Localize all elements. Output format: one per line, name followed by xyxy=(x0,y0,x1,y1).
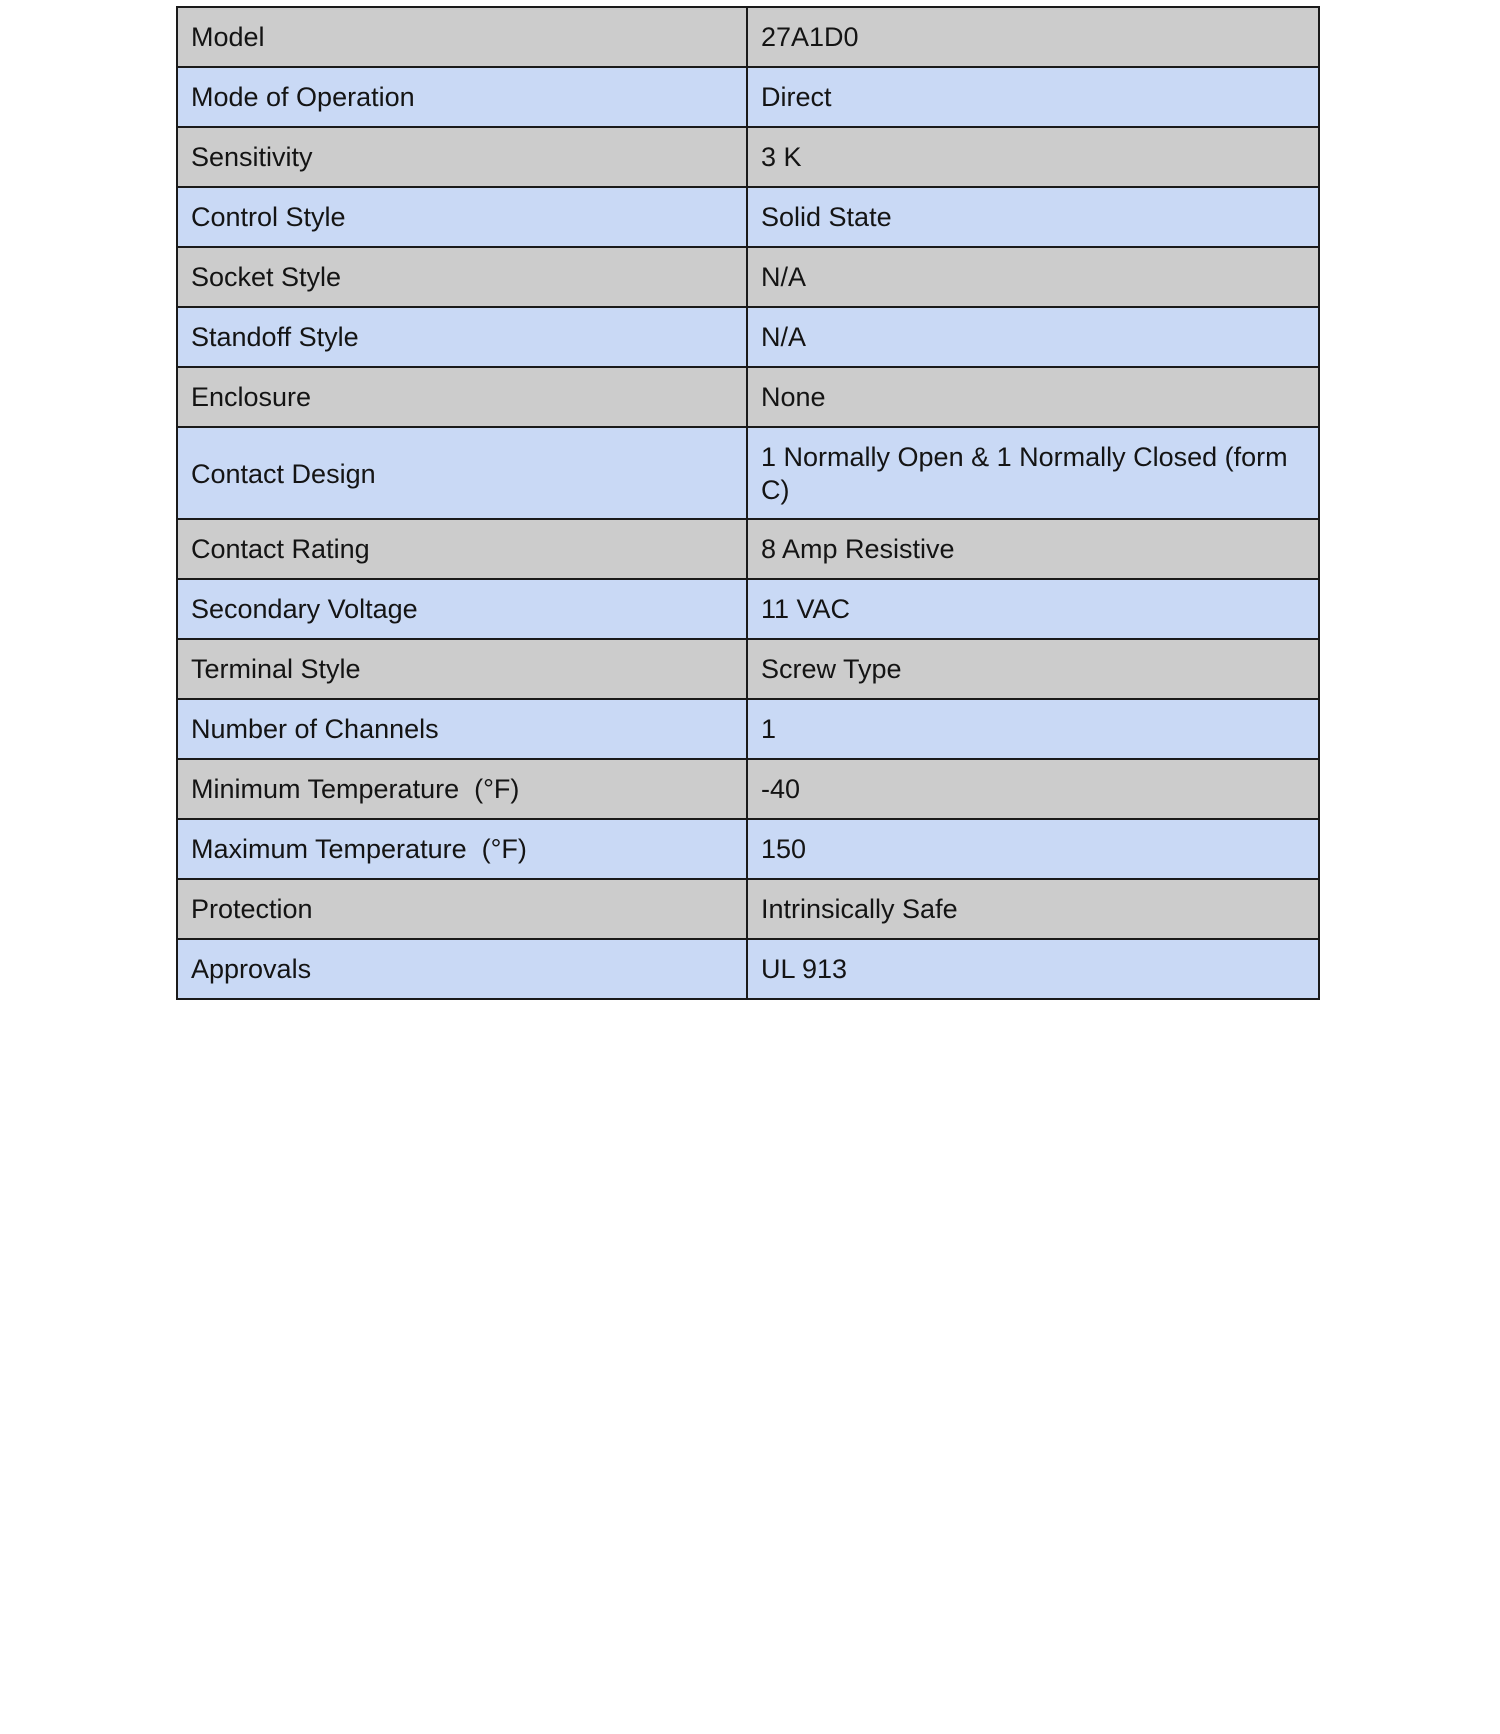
table-row xyxy=(177,187,1319,247)
spec-value: 150 xyxy=(747,819,1319,879)
table-row xyxy=(177,519,1319,579)
table-row xyxy=(177,367,1319,427)
spec-label: Model xyxy=(177,7,747,67)
spec-value: -40 xyxy=(747,759,1319,819)
spec-value: Solid State xyxy=(747,187,1319,247)
spec-value: 1 xyxy=(747,699,1319,759)
spec-label: Control Style xyxy=(177,187,747,247)
spec-label: Terminal Style xyxy=(177,639,747,699)
spec-table-body xyxy=(177,7,1319,999)
spec-label: Secondary Voltage xyxy=(177,579,747,639)
spec-label: Maximum Temperature (°F) xyxy=(177,819,747,879)
spec-value: 27A1D0 xyxy=(747,7,1319,67)
table-row xyxy=(177,7,1319,67)
spec-value: N/A xyxy=(747,307,1319,367)
spec-table xyxy=(176,6,1320,1000)
spec-value: Intrinsically Safe xyxy=(747,879,1319,939)
spec-value: Direct xyxy=(747,67,1319,127)
spec-value: UL 913 xyxy=(747,939,1319,999)
table-row xyxy=(177,879,1319,939)
spec-label: Minimum Temperature (°F) xyxy=(177,759,747,819)
spec-value: Screw Type xyxy=(747,639,1319,699)
spec-label: Contact Design xyxy=(177,427,747,519)
spec-value: 11 VAC xyxy=(747,579,1319,639)
spec-label: Protection xyxy=(177,879,747,939)
table-row xyxy=(177,127,1319,187)
table-row xyxy=(177,639,1319,699)
spec-value: None xyxy=(747,367,1319,427)
table-row xyxy=(177,307,1319,367)
spec-label: Number of Channels xyxy=(177,699,747,759)
spec-label: Socket Style xyxy=(177,247,747,307)
spec-label: Contact Rating xyxy=(177,519,747,579)
spec-value: 3 K xyxy=(747,127,1319,187)
table-row xyxy=(177,427,1319,519)
table-row xyxy=(177,699,1319,759)
spec-value: N/A xyxy=(747,247,1319,307)
table-row xyxy=(177,759,1319,819)
spec-label: Sensitivity xyxy=(177,127,747,187)
spec-label: Approvals xyxy=(177,939,747,999)
spec-value: 8 Amp Resistive xyxy=(747,519,1319,579)
spec-label: Standoff Style xyxy=(177,307,747,367)
spec-label: Enclosure xyxy=(177,367,747,427)
table-row xyxy=(177,247,1319,307)
table-row xyxy=(177,579,1319,639)
spec-label: Mode of Operation xyxy=(177,67,747,127)
table-row xyxy=(177,67,1319,127)
spec-value: 1 Normally Open & 1 Normally Closed (form C) xyxy=(747,427,1319,519)
table-row xyxy=(177,819,1319,879)
table-row xyxy=(177,939,1319,999)
